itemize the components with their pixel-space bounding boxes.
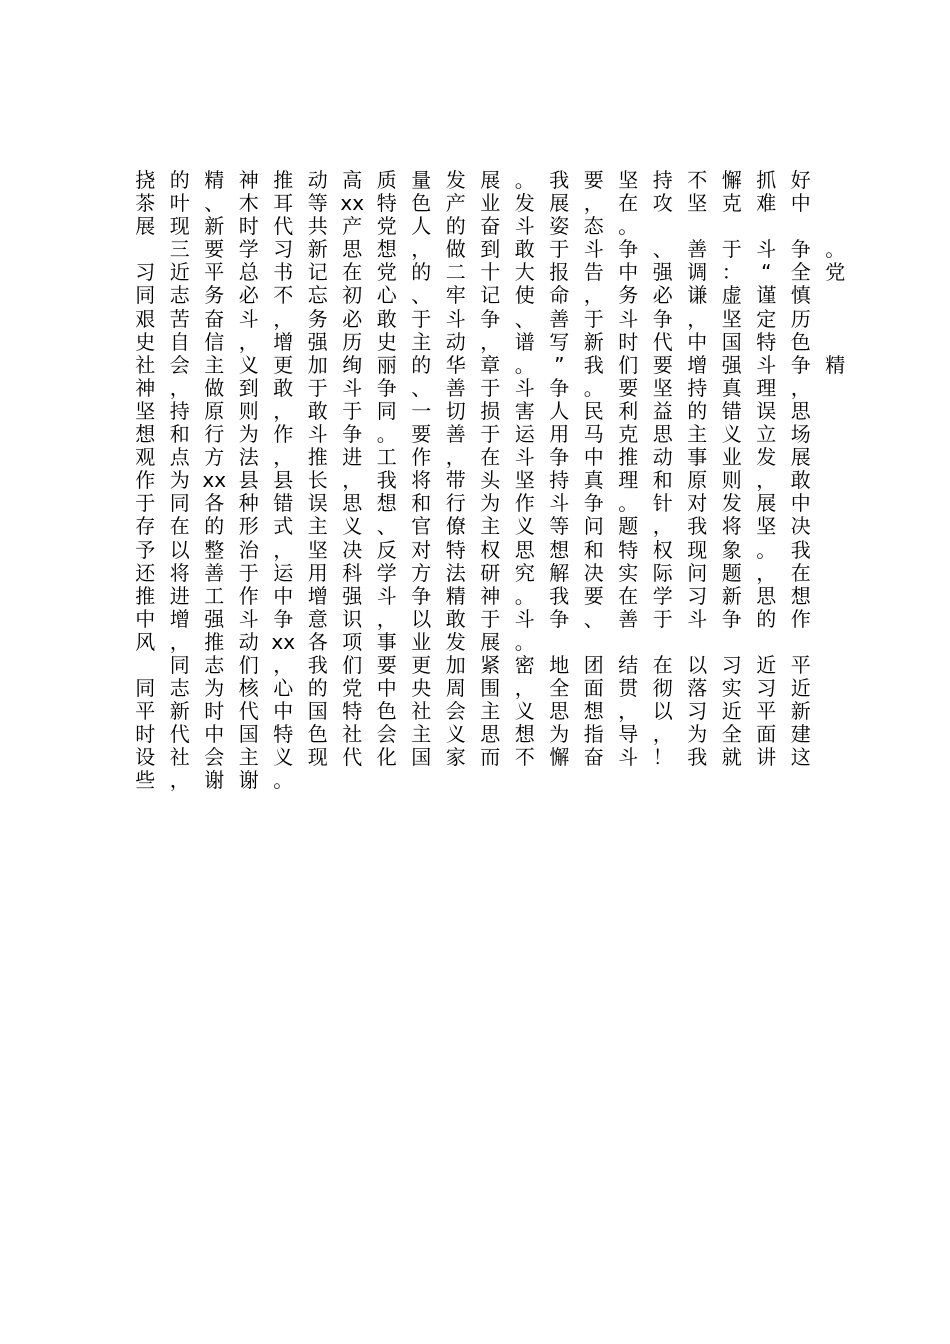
text-line: 时 代 中 国 特 色 社 会 主 义 思 想 为 指 导 ， 为 全 面 建 [135,722,811,747]
text-line: 设 社 会 主 义 现 代 化 国 家 而 不 懈 奋 斗 ！ 我 就 讲 这 [135,745,811,770]
text-line: 史 自 信 ， 增 强 历 史 主 动 ， 谱 写 新 时 代 中 国 特 色 [135,329,811,354]
text-line: 挠 的 精 神 推 动 高 质 量 发 展 。 我 要 坚 持 不 懈 抓 好 [135,168,811,192]
text-line: 平 新 时 代 中 国 特 色 社 会 主 义 思 想 ， 以 习 近 平 新 [135,699,811,724]
text-line: 同 志 为 核 心 的 党 中 央 周 围 ， 全 面 贯 彻 落 实 习 近 [135,676,811,701]
text-line: 中 增 强 斗 争 意 识 ， 以 敢 于 斗 争 、 善 于 斗 争 的 作 [135,606,811,631]
paragraph-start-line: 同 志 们 ， 我 们 要 更 加 紧 密 地 团 结 在 以 习 近 平 [169,652,811,677]
text-line: 于 同 各 种 错 误 思 想 和 行 为 作 斗 争 。 针 对 发 展 中 [135,491,811,516]
text-line: 还 将 善 于 运 用 科 学 方 法 研 究 解 决 实 际 问 题 ， 在 [135,560,811,585]
text-line: 予 以 整 治 ， 坚 决 反 对 特 权 思 想 和 特 权 现 象 。 我 [135,537,811,562]
text-line: 风 ， 推 动 xx 各 项 事 业 发 展 。 [135,629,535,654]
text-line: 艰 苦 奋 斗 ， 务 必 敢 于 斗 争 、 善 于 斗 争 ， 坚 定 历 [135,306,811,331]
text-line: 坚 持 原 则 ， 敢 于 同 一 切 损 害 人 民 利 益 的 错 误 思 [135,398,811,423]
text-line: 推 进 工 作 中 增 强 斗 争 精 神 。 我 要 在 学 习 新 思 想 [135,583,811,608]
text-line: 神 ， 做 到 敢 于 斗 争 、 善 于 斗 争 。 要 坚 持 真 理 ， [135,375,811,400]
text-line: 想 和 行 为 作 斗 争 。 要 善 于 运 用 马 克 思 主 义 立 场 [135,422,811,447]
text-line: 存 在 的 形 式 主 义 、 官 僚 主 义 等 问 题 ， 我 将 坚 决 [135,514,811,539]
text-line: 同 志 务 必 不 忘 初 心 、 牢 记 使 命 ， 务 必 谦 虚 谨 慎 [135,283,811,308]
speech-body-text [128,169,848,793]
text-line: 茶 叶 、 木 耳 等 xx 特 色 产 业 发 展 ， 在 攻 坚 克 难 中 [135,191,811,216]
text-line: 些 ， 谢 谢 。 [135,768,294,793]
text-line: 作 为 xx 县 县 长 ， 我 将 带 头 坚 持 真 理 和 原 则 ， 敢 [135,468,811,493]
paragraph-start-line: 三 要 学 习 新 思 想 ， 做 到 敢 于 斗 争 、 善 于 斗 争 。 [169,237,846,262]
text-line: 展 现 新 时 代 共 产 党 人 的 奋 斗 姿 态 。 [135,214,639,239]
text-line: 社 会 主 义 更 加 绚 丽 的 华 章 。 ” 我 们 要 增 强 斗 争 精 [135,352,846,377]
text-line: 习 近 平 总 书 记 在 党 的 二 十 大 报 告 中 强 调 ： “ 全 党 [135,260,846,285]
text-line: 观 点 方 法 ， 推 进 工 作 ， 在 斗 争 中 推 动 事 业 发 展 [135,445,811,470]
